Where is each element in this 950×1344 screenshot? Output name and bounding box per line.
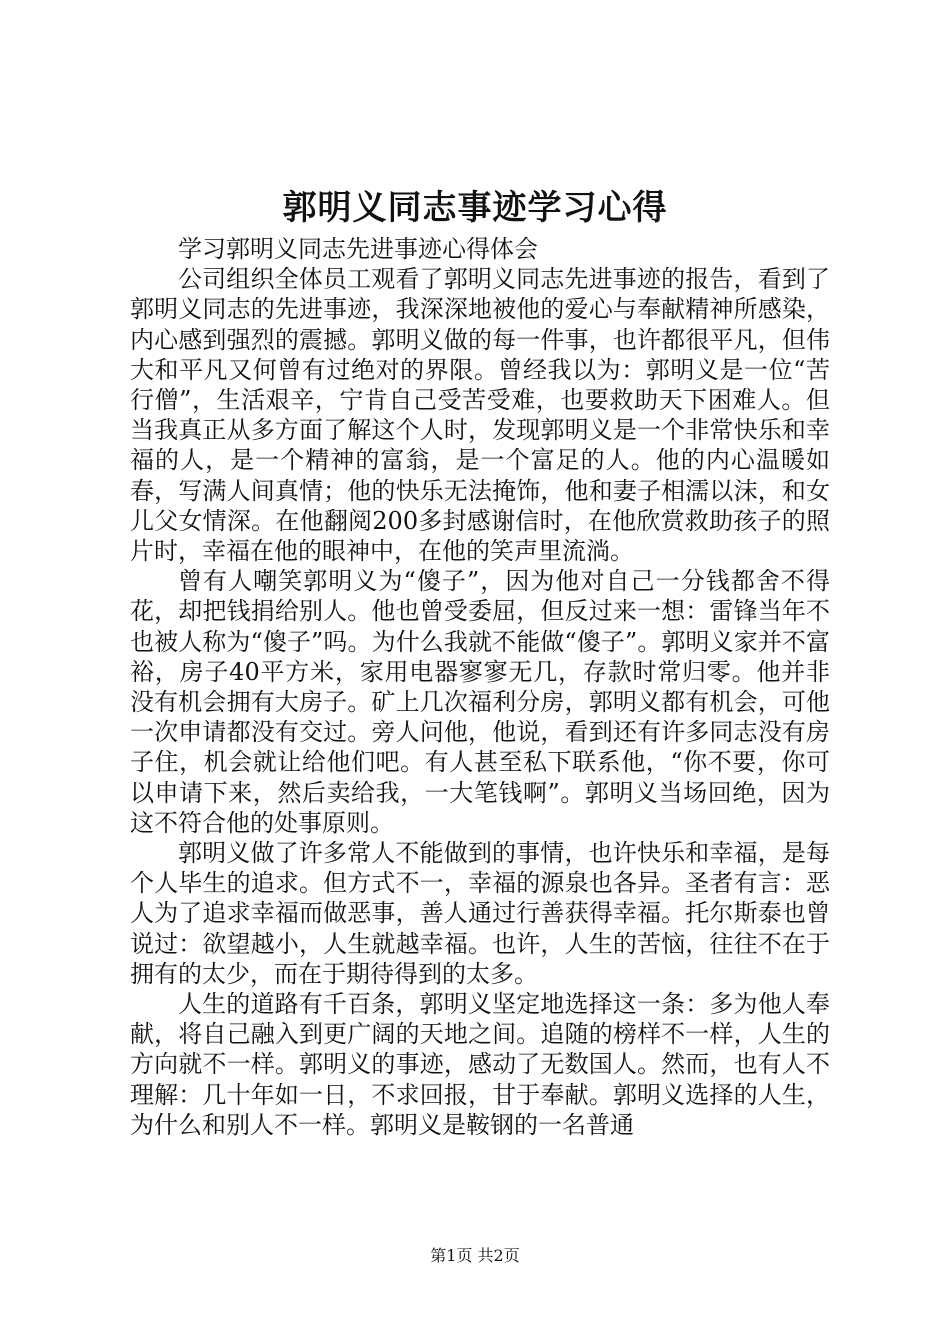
page-number-footer: 第1页 共2页 [430,1246,520,1265]
paragraph: 曾有人嘲笑郭明义为“傻子”，因为他对自己一分钱都舍不得花，却把钱捐给别人。他也曾受委屈，但反过来一想：雷锋当年不也被人称为“傻子”吗。为什么我就不能做“傻子”。郭明义家并不富裕，房子40平方米，家用电器寥寥无几，存款时常归零。他并非没有机会拥有大房子。矿上几次福利分房，郭明义都有机会，可他一次申请都没有交过。旁人问他，他说，看到还有许多同志没有房子住，机会就让给他们吧。有人甚至私下联系他，“你不要，你可以申请下来，然后卖给我，一大笔钱啊”。郭明义当场回绝，因为这不符合他的处事原则。 [130,567,830,837]
paragraph: 郭明义做了许多常人不能做到的事情，也许快乐和幸福，是每个人毕生的追求。但方式不一，幸福的源泉也各异。圣者有言：恶人为了追求幸福而做恶事，善人通过行善获得幸福。托尔斯泰也曾说过：欲望越小，人生就越幸福。也许，人生的苦恼，往往不在于拥有的太少，而在于期待得到的太多。 [130,839,830,988]
paragraph: 人生的道路有千百条，郭明义坚定地选择这一条：多为他人奉献，将自己融入到更广阔的天地之间。追随的榜样不一样，人生的方向就不一样。郭明义的事迹，感动了无数国人。然而，也有人不理解：几十年如一日，不求回报，甘于奉献。郭明义选择的人生，为什么和别人不一样。郭明义是鞍钢的一名普通 [130,990,830,1139]
document-title: 郭明义同志事迹学习心得 [282,188,668,228]
document-subtitle: 学习郭明义同志先进事迹心得体会 [178,235,538,263]
document-body [130,234,830,1140]
paragraph: 公司组织全体员工观看了郭明义同志先进事迹的报告，看到了郭明义同志的先进事迹，我深深地被他的爱心与奉献精神所感染，内心感到强烈的震撼。郭明义做的每一件事，也许都很平凡，但伟大和平凡又何曾有过绝对的界限。曾经我以为：郭明义是一位“苦行僧”，生活艰辛，宁肯自己受苦受难，也要救助天下困难人。但当我真正从多方面了解这个人时，发现郭明义是一个非常快乐和幸福的人，是一个精神的富翁，是一个富足的人。他的内心温暖如春，写满人间真情；他的快乐无法掩饰，他和妻子相濡以沫，和女儿父女情深。在他翻阅200多封感谢信时，在他欣赏救助孩子的照片时，幸福在他的眼神中，在他的笑声里流淌。 [130,265,830,566]
